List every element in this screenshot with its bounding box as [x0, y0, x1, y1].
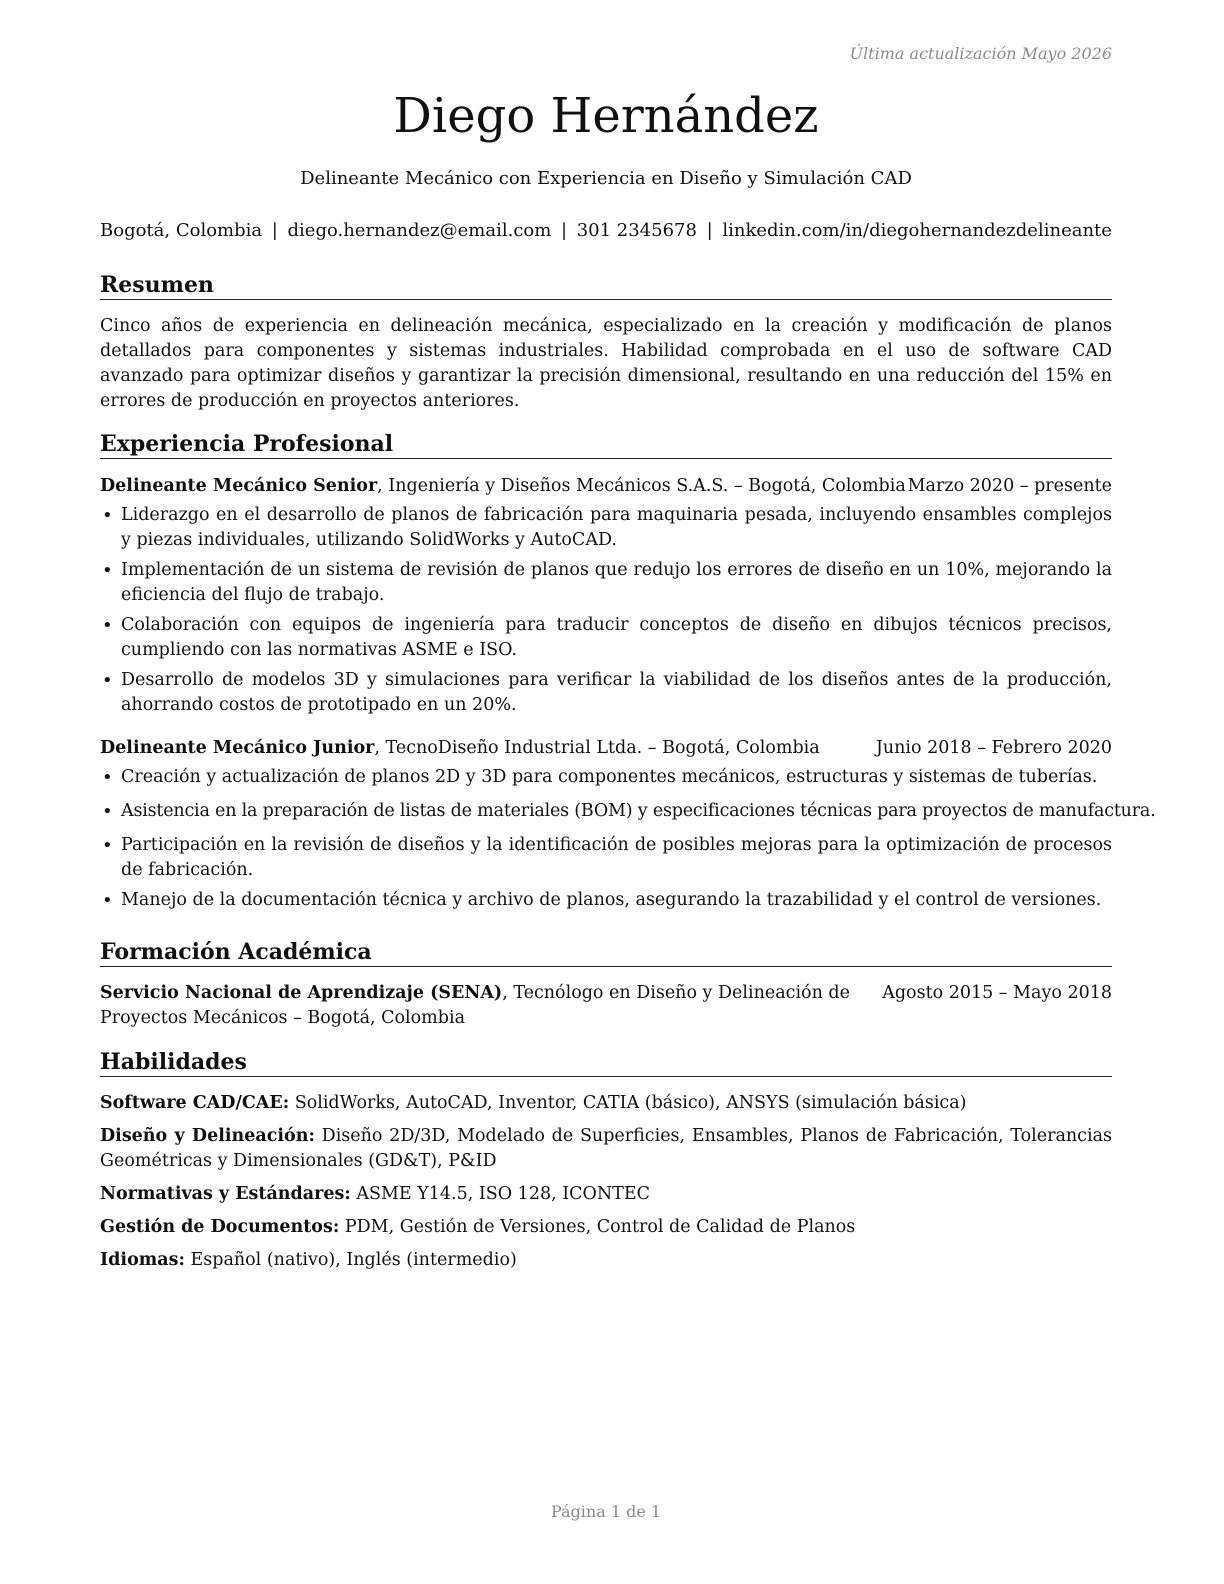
- section-title-education: Formación Académica: [100, 938, 1112, 967]
- skill-row: [100, 1248, 1112, 1273]
- education-entry: [100, 981, 1112, 1031]
- job-role: Delineante Mecánico Senior: [100, 476, 378, 496]
- job-dates: Junio 2018 – Febrero 2020: [875, 738, 1112, 758]
- skill-value: Diseño 2D/3D, Modelado de Superficies, Ensambles, Planos de Fabricación, Tolerancias Geométricas y Dimensionales (GD&T), P&ID: [100, 1126, 1112, 1171]
- contact-linkedin[interactable]: linkedin.com/in/diegohernandezdelineante: [722, 220, 1112, 241]
- education-institution: Servicio Nacional de Aprendizaje (SENA): [100, 983, 503, 1003]
- contact-location: Bogotá, Colombia: [100, 220, 263, 241]
- page-number: Página 1 de 1: [550, 1502, 662, 1521]
- contact-separator: |: [271, 220, 278, 241]
- contact-line: [100, 219, 1112, 243]
- job-bullet: • Asistencia en la preparación de listas de materiales (BOM) y especificaciones técnicas para proyectos de manufactura.: [100, 799, 1112, 824]
- contact-phone: 301 2345678: [576, 220, 697, 241]
- job-entry: [100, 474, 1112, 718]
- job-header: [100, 474, 1112, 499]
- contact-separator: |: [706, 220, 713, 241]
- skill-label: Software CAD/CAE:: [100, 1093, 290, 1113]
- last-updated: Última actualización Mayo 2026: [849, 44, 1112, 63]
- skill-value: PDM, Gestión de Versiones, Control de Calidad de Planos: [339, 1217, 856, 1237]
- skill-value: ASME Y14.5, ISO 128, ICONTEC: [350, 1184, 651, 1204]
- experience-section: [100, 430, 1156, 918]
- job-entry: [100, 736, 1156, 913]
- job-bullet: • Liderazgo en el desarrollo de planos de fabricación para maquinaria pesada, incluyendo ensambles complejos y piezas individuales, utilizando SolidWorks y AutoCAD.: [100, 503, 1112, 553]
- job-company: , Ingeniería y Diseños Mecánicos S.A.S. – Bogotá, Colombia: [377, 476, 906, 496]
- skill-row: [100, 1124, 1112, 1174]
- job-bullet: • Desarrollo de modelos 3D y simulaciones para verificar la viabilidad de los diseños antes de la producción, ahorrando costos de prototipado en un 20%.: [100, 668, 1112, 718]
- job-bullet: • Colaboración con equipos de ingeniería para traducir conceptos de diseño en dibujos técnicos precisos, cumpliendo con las normativas ASME e ISO.: [100, 613, 1112, 663]
- education-detail: , Tecnólogo en Diseño y Delineación de Proyectos Mecánicos – Bogotá, Colombia: [100, 983, 850, 1028]
- contact-email[interactable]: diego.hernandez@email.com: [287, 220, 552, 241]
- candidate-headline: Delineante Mecánico con Experiencia en Diseño y Simulación CAD: [300, 168, 912, 189]
- job-header: [100, 736, 1112, 761]
- skill-label: Normativas y Estándares:: [100, 1184, 351, 1204]
- skill-label: Gestión de Documentos:: [100, 1217, 340, 1237]
- section-title-experience: Experiencia Profesional: [100, 430, 1112, 459]
- skill-row: [100, 1182, 1112, 1207]
- job-role: Delineante Mecánico Junior: [100, 738, 375, 758]
- skill-row: [100, 1215, 1112, 1240]
- education-section: [100, 938, 1112, 1031]
- skill-label: Diseño y Delineación:: [100, 1126, 315, 1146]
- skills-section: [100, 1048, 1112, 1273]
- job-bullet: • Participación en la revisión de diseños y la identificación de posibles mejoras para la optimización de procesos de fabricación.: [100, 833, 1112, 883]
- job-bullet: • Implementación de un sistema de revisión de planos que redujo los errores de diseño en un 10%, mejorando la eficiencia del flujo de trabajo.: [100, 558, 1112, 608]
- job-bullets: [100, 503, 1112, 718]
- skill-label: Idiomas:: [100, 1250, 185, 1270]
- contact-separator: |: [560, 220, 568, 241]
- summary-section: [100, 271, 1112, 414]
- job-dates: Marzo 2020 – presente: [907, 476, 1112, 496]
- skill-value: SolidWorks, AutoCAD, Inventor, CATIA (básico), ANSYS (simulación básica): [289, 1093, 967, 1113]
- skill-row: [100, 1091, 1112, 1116]
- job-bullet: • Manejo de la documentación técnica y archivo de planos, asegurando la trazabilidad y el control de versiones.: [100, 888, 1112, 913]
- job-bullet: • Creación y actualización de planos 2D y 3D para componentes mecánicos, estructuras y sistemas de tuberías.: [100, 765, 1112, 790]
- summary-text: Cinco años de experiencia en delineación mecánica, especializado en la creación y modificación de planos detallados para componentes y sistemas industriales. Habilidad comprobada en el uso de software CAD avanzado para optimizar diseños y garantizar la precisión dimensional, resultando en una reducción del 15% en errores de producción en proyectos anteriores.: [100, 316, 1112, 411]
- skill-value: Español (nativo), Inglés (intermedio): [184, 1250, 517, 1270]
- job-company: , TecnoDiseño Industrial Ltda. – Bogotá, Colombia: [374, 738, 820, 758]
- candidate-name: Diego Hernández: [393, 88, 819, 144]
- section-title-skills: Habilidades: [100, 1048, 1112, 1077]
- section-title-summary: Resumen: [100, 271, 1112, 300]
- job-bullets: [100, 765, 1156, 913]
- education-dates: Agosto 2015 – Mayo 2018: [882, 983, 1112, 1003]
